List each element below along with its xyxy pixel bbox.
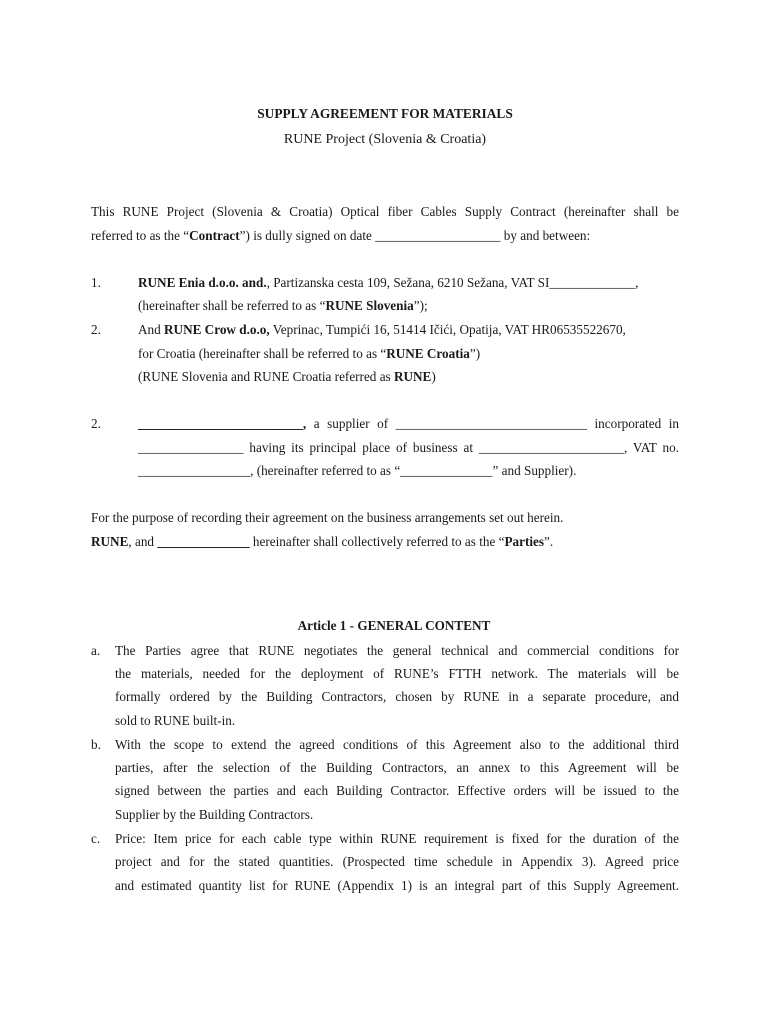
party-blank: ______________ xyxy=(157,534,250,549)
party1-text: ”); xyxy=(413,298,428,313)
clause-b-line-3: signed between the parties and each Building Contractor. Effective orders will be issued to the xyxy=(115,783,679,798)
article-1-heading: Article 1 - GENERAL CONTENT xyxy=(297,618,491,633)
party1-line-2 xyxy=(138,298,428,314)
party1-address: , Partizanska cesta 109, Sežana, 6210 Sežana, VAT SI_____________, xyxy=(266,275,639,290)
parties-term: Parties xyxy=(504,534,544,549)
supplier-line-2 xyxy=(138,440,679,456)
clause-b-line-1: With the scope to extend the agreed conditions of this Agreement also to the additional third xyxy=(115,737,679,752)
intro-text: referred to as the “ xyxy=(91,228,190,243)
party2-name: RUNE Crow d.o.o, xyxy=(164,322,270,337)
party2-line-1 xyxy=(138,322,626,338)
intro-text: ”) is dully signed on date ___________________ by and between: xyxy=(239,228,591,243)
purpose-text: hereinafter shall collectively referred to as the “ xyxy=(249,534,505,549)
document-subtitle: RUNE Project (Slovenia & Croatia) xyxy=(283,132,487,147)
clause-a-line-4: sold to RUNE built-in. xyxy=(115,713,236,728)
party2-shortname: RUNE Croatia xyxy=(386,346,470,361)
clause-a-label: a. xyxy=(91,643,101,658)
clause-a-line-2: the materials, needed for the deployment of RUNE’s FTTH network. The materials will be xyxy=(115,666,679,681)
party1-number: 1. xyxy=(91,275,101,290)
supplier-line-1 xyxy=(138,416,679,432)
party2-number: 2. xyxy=(91,322,101,337)
party1-shortname: RUNE Slovenia xyxy=(325,298,414,313)
supplier-text: a supplier of _____________________________ incorporated in xyxy=(306,416,679,431)
party1-line-1 xyxy=(138,275,638,291)
clause-a-line-1: The Parties agree that RUNE negotiates the general technical and commercial conditions for xyxy=(115,643,679,658)
contract-term: Contract xyxy=(189,228,240,243)
supplier-line-3: _________________, (hereinafter referred to as “______________” and Supplier). xyxy=(138,463,577,478)
clause-c-line-2: project and for the stated quantities. (Prospected time schedule in Appendix 3). Agreed price xyxy=(115,854,679,869)
rune-term: RUNE xyxy=(393,369,432,384)
party2-text: And xyxy=(138,322,165,337)
party2-address: Veprinac, Tumpići 16, 51414 Ičići, Opatija, VAT HR06535522670, xyxy=(269,322,626,337)
supplier-number: 2. xyxy=(91,416,101,431)
party1-name: RUNE Enia d.o.o. and. xyxy=(138,275,267,290)
party2-line-2 xyxy=(138,346,480,362)
clause-c-line-3: and estimated quantity list for RUNE (Appendix 1) is an integral part of this Supply Agreement. xyxy=(115,878,679,893)
supplier-text: ________________ having its principal place of business at ______________________, VAT no. xyxy=(138,440,679,455)
supplier-name-blank: _________________________, xyxy=(138,416,307,431)
party2-text: (RUNE Slovenia and RUNE Croatia referred as xyxy=(138,369,394,384)
purpose-line-1: For the purpose of recording their agreement on the business arrangements set out herein. xyxy=(91,510,564,525)
clause-c-line-1: Price: Item price for each cable type within RUNE requirement is fixed for the duration of the xyxy=(115,831,679,846)
purpose-text: ”. xyxy=(544,534,554,549)
clause-a-line-3: formally ordered by the Building Contractors, chosen by RUNE in a separate procedure, and xyxy=(115,689,679,704)
clause-b-line-2: parties, after the selection of the Building Contractors, an annex to this Agreement will be xyxy=(115,760,679,775)
purpose-text: , and xyxy=(128,534,158,549)
intro-line-2 xyxy=(91,228,590,244)
document-title: SUPPLY AGREEMENT FOR MATERIALS xyxy=(257,106,513,121)
party2-text: ”) xyxy=(469,346,481,361)
intro-line-1 xyxy=(91,204,679,220)
party2-line-3 xyxy=(138,369,436,385)
party1-text: (hereinafter shall be referred to as “ xyxy=(138,298,326,313)
party2-text: ) xyxy=(431,369,436,384)
clause-c-label: c. xyxy=(91,831,101,846)
rune-term: RUNE xyxy=(91,534,129,549)
purpose-line-2 xyxy=(91,534,553,550)
clause-b-line-4: Supplier by the Building Contractors. xyxy=(115,807,314,822)
intro-text: This RUNE Project (Slovenia & Croatia) Optical fiber Cables Supply Contract (hereinafter shall be xyxy=(91,204,679,219)
party2-text: for Croatia (hereinafter shall be referred to as “ xyxy=(138,346,387,361)
clause-b-label: b. xyxy=(91,737,101,752)
